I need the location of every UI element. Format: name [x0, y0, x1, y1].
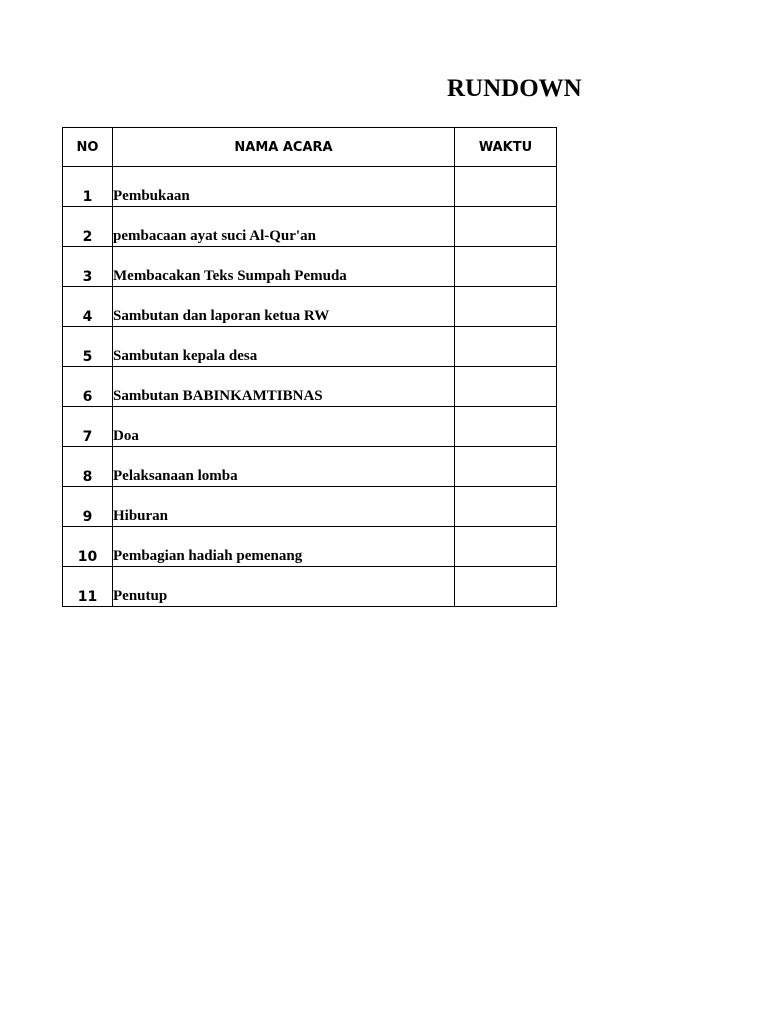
table-row	[63, 407, 557, 447]
event-name: pembacaan ayat suci Al-Qur'an	[113, 207, 455, 247]
event-time-cell[interactable]	[455, 207, 557, 247]
table-row	[63, 287, 557, 327]
table-row	[63, 327, 557, 367]
row-number: 1	[63, 167, 113, 207]
table-body	[63, 167, 557, 607]
row-number: 10	[63, 527, 113, 567]
event-name: Doa	[113, 407, 455, 447]
header-waktu: WAKTU	[455, 128, 557, 167]
event-time-cell[interactable]	[455, 327, 557, 367]
event-time-cell[interactable]	[455, 527, 557, 567]
event-time-cell[interactable]	[455, 247, 557, 287]
event-name: Sambutan dan laporan ketua RW	[113, 287, 455, 327]
rundown-table	[62, 127, 557, 607]
table-row	[63, 447, 557, 487]
table-row	[63, 487, 557, 527]
row-number: 6	[63, 367, 113, 407]
event-time-cell[interactable]	[455, 287, 557, 327]
event-name: Pembukaan	[113, 167, 455, 207]
table-row	[63, 567, 557, 607]
row-number: 9	[63, 487, 113, 527]
row-number: 8	[63, 447, 113, 487]
event-time-cell[interactable]	[455, 367, 557, 407]
table-row	[63, 247, 557, 287]
event-time-cell[interactable]	[455, 407, 557, 447]
document-title: RUNDOWN	[447, 75, 582, 102]
event-name: Pembagian hadiah pemenang	[113, 527, 455, 567]
header-no: NO	[63, 128, 113, 167]
event-time-cell[interactable]	[455, 567, 557, 607]
table-row	[63, 527, 557, 567]
event-name: Penutup	[113, 567, 455, 607]
event-name: Sambutan kepala desa	[113, 327, 455, 367]
table-row	[63, 167, 557, 207]
header-nama-acara: NAMA ACARA	[113, 128, 455, 167]
event-name: Hiburan	[113, 487, 455, 527]
event-name: Membacakan Teks Sumpah Pemuda	[113, 247, 455, 287]
row-number: 3	[63, 247, 113, 287]
event-name: Sambutan BABINKAMTIBNAS	[113, 367, 455, 407]
table-header	[63, 128, 557, 167]
header-row	[63, 128, 557, 167]
table-row	[63, 207, 557, 247]
event-time-cell[interactable]	[455, 447, 557, 487]
row-number: 4	[63, 287, 113, 327]
event-name: Pelaksanaan lomba	[113, 447, 455, 487]
row-number: 5	[63, 327, 113, 367]
row-number: 7	[63, 407, 113, 447]
row-number: 11	[63, 567, 113, 607]
table-row	[63, 367, 557, 407]
event-time-cell[interactable]	[455, 167, 557, 207]
event-time-cell[interactable]	[455, 487, 557, 527]
row-number: 2	[63, 207, 113, 247]
